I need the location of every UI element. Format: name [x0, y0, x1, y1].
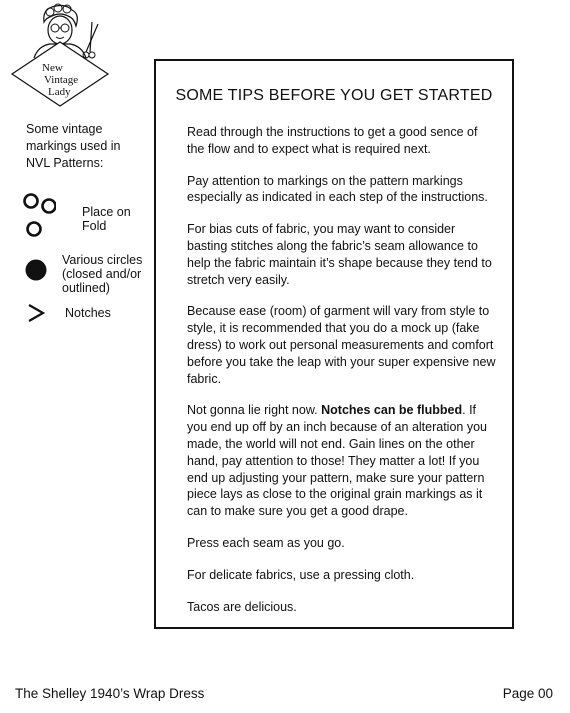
legend-title: Some vintage markings used in NVL Patterns: [26, 122, 121, 170]
place-on-fold-circles-icon [22, 192, 56, 242]
tip-paragraph: Press each seam as you go. [187, 535, 345, 550]
tips-title: SOME TIPS BEFORE YOU GET STARTED [175, 87, 493, 104]
tip-text: . If you end up off by an inch because of an alteration you made, the world will not end. Gain lines on the other hand, pay attention to those! They matter a lot! If you end up adjusting your pattern, make sure your pattern piece lays as close to the original grain markings as it can to make sure you get a good drape. [187, 403, 487, 519]
logo-word-lady: Lady [48, 86, 71, 98]
footer-pattern-title: The Shelley 1940’s Wrap Dress [15, 686, 205, 701]
tip-paragraph: Tacos are delicious. [187, 599, 297, 614]
tip-paragraph: Because ease (room) of garment will vary from style to style, it is recommended that you do a mock up (fake dress) to work out personal measurements and comfort before you take the leap with your super expensive new fabric. [187, 304, 496, 386]
footer-page-number: Page 00 [502, 686, 553, 701]
tip-paragraph: For bias cuts of fabric, you may want to consider basting stitches along the fabric’s seam allowance to help the fabric maintain it’s shape because they tend to stretch very easily. [187, 222, 492, 287]
filled-circle-icon [24, 258, 48, 282]
tip-paragraph: For delicate fabrics, use a pressing cloth. [187, 567, 415, 582]
notch-chevron-icon [26, 303, 46, 323]
legend-label-notches: Notches [65, 306, 111, 320]
new-vintage-lady-logo [4, 2, 116, 108]
tips-list [187, 124, 497, 630]
tip-paragraph: Read through the instructions to get a good sence of the flow and to expect what is required next. [187, 125, 478, 156]
tips-panel [154, 59, 514, 629]
legend-label-place-on-fold: Place on Fold [82, 205, 131, 233]
logo-word-new: New [42, 62, 63, 74]
tip-paragraph-notches [187, 402, 497, 520]
tip-bold-text: Notches can be flubbed [321, 403, 463, 418]
logo-word-vintage: Vintage [44, 74, 79, 86]
legend-label-various-circles: Various circles (closed and/or outlined) [62, 253, 143, 295]
tip-text: Not gonna lie right now. [187, 403, 322, 418]
tip-paragraph: Pay attention to markings on the pattern markings especially as indicated in each step of the instructions. [187, 173, 488, 205]
